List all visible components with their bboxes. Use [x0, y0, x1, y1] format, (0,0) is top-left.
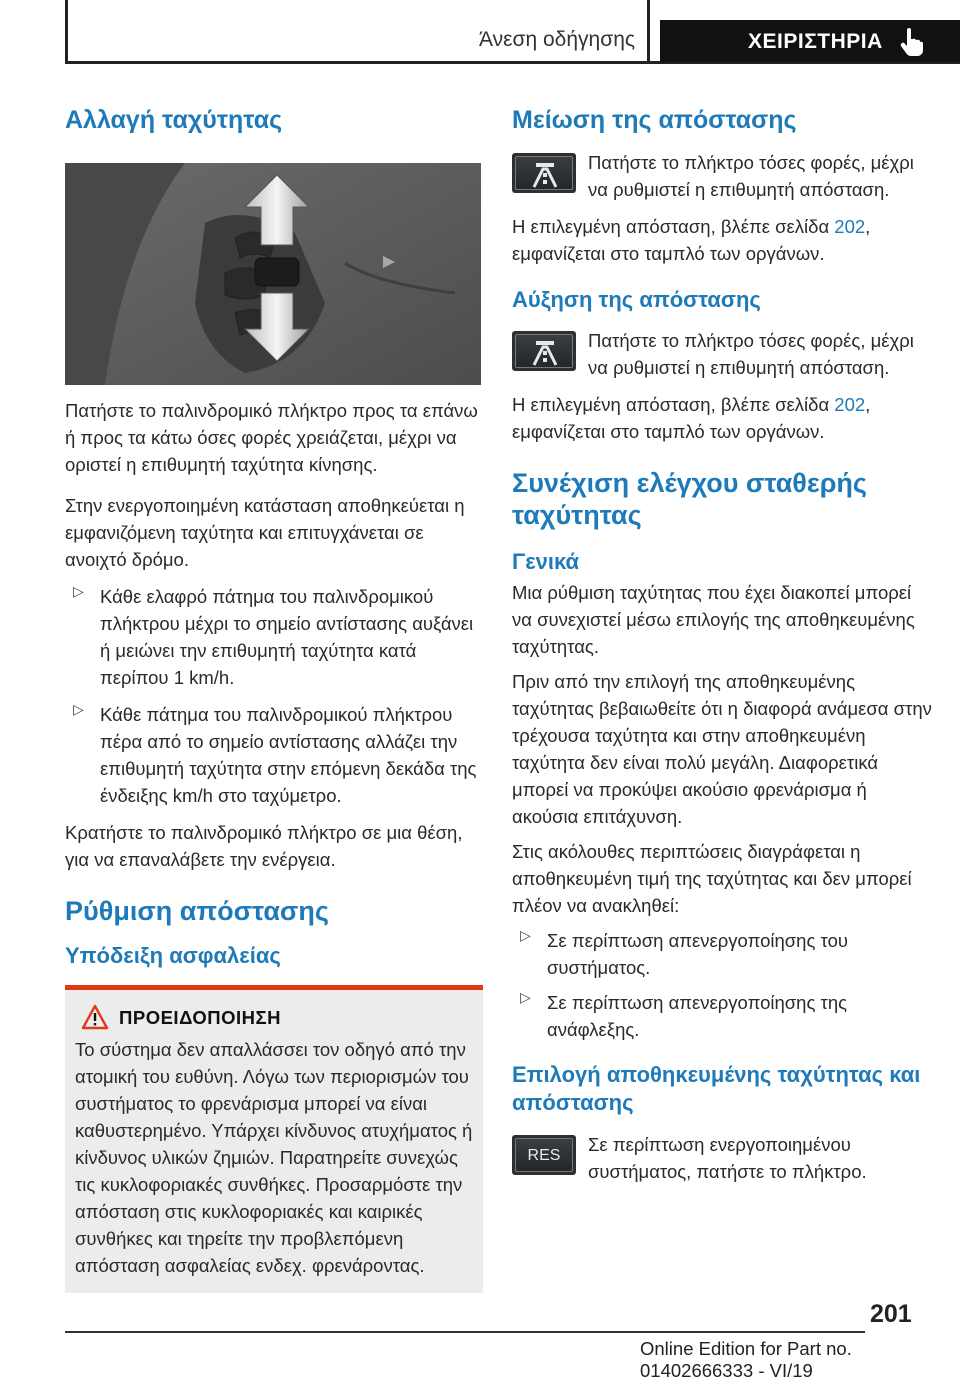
hand-pointer-icon	[898, 26, 926, 56]
heading-distance-setting: Ρύθμιση απόστασης	[65, 896, 329, 926]
bullet-triangle-icon: ▷	[73, 583, 84, 599]
left-column	[65, 100, 483, 1293]
bullet-triangle-icon: ▷	[520, 989, 531, 1005]
res-key-label: RES	[527, 1147, 561, 1164]
general-para-3: Στις ακόλουθες περιπτώσεις διαγράφεται η αποθηκευμένη τιμή της ταχύτητας και δεν μπορεί πλέον να ανακληθεί:	[512, 841, 912, 916]
decrease-distance-key-row	[512, 149, 932, 205]
list-item-text: Κάθε πάτημα του παλινδρομικού πλήκτρου πέρα από το σημείο αντίστασης αλλάζει την επιθυμητή ταχύτητα στην επόμενη δεκάδα της ένδειξης km/h στο ταχύμετρο.	[100, 704, 477, 806]
list-item-text: Σε περίπτωση απενεργοποίησης της ανάφλεξης.	[547, 992, 848, 1040]
para-speed-change-2: Στην ενεργοποιημένη κατάσταση αποθηκεύεται η εμφανιζόμενη ταχύτητα και επιτυγχάνεται σε ανοιχτό δρόμο.	[65, 495, 465, 570]
heading-continue-cruise: Συνέχιση ελέγχου σταθερής ταχύτητας	[512, 468, 867, 530]
bullet-triangle-icon: ▷	[73, 701, 84, 717]
header-divider-left	[65, 0, 68, 62]
distance-increase-icon	[516, 335, 574, 369]
res-key	[512, 1135, 576, 1175]
res-key-row	[512, 1131, 932, 1187]
list-item	[512, 989, 932, 1043]
heading-select-stored: Επιλογή αποθηκευμένης ταχύτητας και απόστασης	[512, 1062, 921, 1115]
right-column	[512, 100, 932, 1187]
distance-increase-key	[512, 331, 576, 371]
page-number: 201	[870, 1300, 912, 1328]
steering-wheel-rocker-switch-photo	[65, 163, 481, 385]
increase-note-post: , εμφανίζεται στο ταμπλό των οργάνων.	[512, 394, 871, 442]
heading-general: Γενικά	[512, 549, 580, 574]
res-key-text: Σε περίπτωση ενεργοποιημένου συστήματος, πατήστε το πλήκτρο.	[588, 1134, 867, 1182]
heading-safety-note: Υπόδειξη ασφαλείας	[65, 943, 281, 968]
warning-triangle-icon	[81, 1004, 109, 1030]
header-divider-middle	[647, 0, 650, 62]
manual-tab	[660, 20, 960, 62]
warning-title-row	[75, 1002, 473, 1036]
list-item	[512, 927, 932, 981]
increase-key-text: Πατήστε το πλήκτρο τόσες φορές, μέχρι να ρυθμιστεί η επιθυμητή απόσταση.	[588, 330, 914, 378]
bullet-triangle-icon: ▷	[520, 927, 531, 943]
decrease-key-text: Πατήστε το πλήκτρο τόσες φορές, μέχρι να ρυθμιστεί η επιθυμητή απόσταση.	[588, 152, 914, 200]
list-item	[65, 701, 483, 809]
page-link[interactable]: 202	[834, 216, 866, 237]
edition-note: Online Edition for Part no. 01402666333 - VI/19	[640, 1338, 852, 1381]
distance-decrease-icon	[516, 157, 574, 191]
steering-wheel-illustration	[65, 163, 481, 385]
decrease-note	[512, 213, 932, 267]
increase-distance-key-row	[512, 327, 932, 383]
decrease-note-post: , εμφανίζεται στο ταμπλό των οργάνων.	[512, 216, 871, 264]
increase-note-pre: Η επιλεγμένη απόσταση, βλέπε σελίδα	[512, 394, 835, 415]
manual-tab-label: ΧΕΙΡΙΣΤΗΡΙΑ	[748, 30, 883, 53]
warning-box	[65, 990, 483, 1293]
heading-speed-change: Αλλαγή ταχύτητας	[65, 106, 283, 134]
section-title: Άνεση οδήγησης	[479, 28, 635, 51]
heading-increase-distance: Αύξηση της απόστασης	[512, 287, 761, 312]
list-item	[65, 583, 483, 691]
heading-decrease-distance: Μείωση της απόστασης	[512, 106, 797, 134]
list-item-text: Κάθε ελαφρό πάτημα του παλινδρομικού πλήκτρου μέχρι το σημείο αντίστασης αυξάνει ή μειώνει την επιθυμητή ταχύτητα κατά περίπου 1 km/h.	[100, 586, 474, 688]
distance-decrease-key	[512, 153, 576, 193]
footer-rule	[65, 1331, 865, 1333]
general-para-1: Μια ρύθμιση ταχύτητας που έχει διακοπεί μπορεί να συνεχιστεί μέσω επιλογής της αποθηκευμένης ταχύτητας.	[512, 582, 915, 657]
para-speed-change-3: Κρατήστε το παλινδρομικό πλήκτρο σε μια θέση, για να επαναλάβετε την ενέργεια.	[65, 822, 463, 870]
page-link[interactable]: 202	[834, 394, 866, 415]
increase-note	[512, 391, 932, 445]
warning-title: ΠΡΟΕΙΔΟΠΟΙΗΣΗ	[119, 1007, 281, 1028]
para-speed-change-1: Πατήστε το παλινδρομικό πλήκτρο προς τα επάνω ή προς τα κάτω όσες φορές χρειάζεται, μέχρι να οριστεί η επιθυμητή ταχύτητα κίνησης.	[65, 400, 478, 475]
decrease-note-pre: Η επιλεγμένη απόσταση, βλέπε σελίδα	[512, 216, 835, 237]
warning-text: Το σύστημα δεν απαλλάσσει τον οδηγό από την ατομική του ευθύνη. Λόγω των περιορισμών του συστήματος το φρενάρισμα μπορεί να είναι καθυστερημένο. Υπάρχει κίνδυνος ατυχήματος ή κίνδυνος υλικών ζημιών. Παρατηρείτε συνεχώς τις κυκλοφοριακές συνθήκες. Προσαρμόστε την απόσταση στις κυκλοφοριακές και καιρικές συνθήκες και τηρείτε την προβλεπόμενη απόσταση ασφαλείας ενδεχ. φρενάροντας.	[75, 1039, 473, 1276]
general-para-2: Πριν από την επιλογή της αποθηκευμένης ταχύτητας βεβαιωθείτε ότι η διαφορά ανάμεσα στην τρέχουσα ταχύτητα και στην αποθηκευμένη ταχύτητα δεν είναι πολύ μεγάλη. Διαφορετικά μπορεί να προκύψει ακούσιο φρενάρισμα ή ακούσια επιτάχυνση.	[512, 671, 932, 827]
list-item-text: Σε περίπτωση απενεργοποίησης του συστήματος.	[547, 930, 848, 978]
